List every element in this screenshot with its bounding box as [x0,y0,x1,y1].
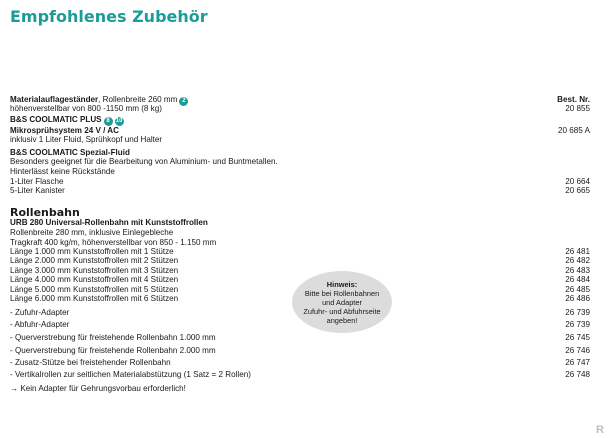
hint-line: Bitte bei Rollenbahnen [304,288,380,298]
corner-logo-mark: R [596,424,604,436]
row-text: - Querverstrebung für freistehende Rollenbahn 2.000 mm [10,346,216,355]
row-text: - Zufuhr-Adapter [10,308,70,317]
order-number: 26 739 [565,320,590,329]
row-text: Länge 5.000 mm Kunststoffrollen mit 5 Stützen [10,285,179,294]
row-spray-contents [10,135,590,145]
row-text: URB 280 Universal-Rollenbahn mit Kunststoffrollen [10,218,208,227]
table-row [10,358,590,368]
order-number: 20 685 A [558,126,590,135]
order-number-header: Best. Nr. [557,95,590,104]
row-urb-width [10,228,590,238]
order-number: 26 739 [565,308,590,317]
section-title-rollenbahn: Rollenbahn [10,206,80,219]
hint-title: Hinweis: [326,279,358,289]
table-row [10,346,590,356]
order-number: 26 482 [565,256,590,265]
row-coolmatic-plus [10,115,590,125]
row-text: - Vertikalrollen zur seitlichen Materialabstützung (1 Satz = 2 Rollen) [10,370,251,379]
row-text: Länge 1.000 mm Kunststoffrollen mit 1 Stütze [10,247,174,256]
order-number: 26 748 [565,370,590,379]
row-text: Rollenbreite 280 mm, inklusive Einlegebleche [10,228,174,237]
row-text: - Zusatz-Stütze bei freistehender Rollenbahn [10,358,171,367]
table-row [10,256,590,266]
row-material-stand-height [10,104,590,114]
row-text: Länge 4.000 mm Kunststoffrollen mit 4 Stützen [10,275,179,284]
hint-line: Zufuhr- und Abfuhrseite [303,306,381,316]
hint-bubble [292,271,392,333]
order-number: 26 483 [565,266,590,275]
row-text: Hinterlässt keine Rückstände [10,167,115,176]
row-urb-title [10,218,590,228]
reference-badge: 8 [104,117,113,126]
row-text: B&S COOLMATIC Spezial-Fluid [10,148,130,157]
row-text: Länge 3.000 mm Kunststoffrollen mit 3 Stützen [10,266,179,275]
row-fluid-5l [10,186,590,196]
row-text: Länge 6.000 mm Kunststoffrollen mit 6 Stützen [10,294,179,303]
row-text: Tragkraft 400 kg/m, höhenverstellbar von 850 - 1.150 mm [10,238,217,247]
row-fluid-residue [10,167,590,177]
order-number: 26 486 [565,294,590,303]
row-text: 5-Liter Kanister [10,186,65,195]
hint-line: und Adapter [322,297,362,307]
material-stand-width: , Rollenbreite 260 mm [98,95,178,104]
coolmatic-plus-name: B&S COOLMATIC PLUS [10,115,102,124]
order-number: 20 664 [565,177,590,186]
row-text: höhenverstellbar von 800 -1150 mm (8 kg) [10,104,162,113]
row-text: → Kein Adapter für Gehrungsvorbau erforderlich! [10,384,186,393]
order-number: 26 747 [565,358,590,367]
row-text: 1-Liter Flasche [10,177,64,186]
order-number: 26 485 [565,285,590,294]
row-fluid-desc [10,157,590,167]
order-number: 26 484 [565,275,590,284]
order-number: 20 665 [565,186,590,195]
row-text: - Querverstrebung für freistehende Rollenbahn 1.000 mm [10,333,216,342]
order-number: 26 746 [565,346,590,355]
table-row [10,370,590,380]
order-number: 26 481 [565,247,590,256]
material-stand-name: Materialauflageständer [10,95,99,104]
reference-badge: 2 [179,97,188,106]
hint-line: angeben! [326,315,358,325]
table-row [10,333,590,343]
page-title: Empfohlenes Zubehör [10,7,208,26]
row-text: Besonders geeignet für die Bearbeitung von Aluminium- und Buntmetallen. [10,157,278,166]
row-text: Mikrosprühsystem 24 V / AC [10,126,120,135]
reference-badge: 10 [115,118,123,124]
row-text: Länge 2.000 mm Kunststoffrollen mit 2 Stützen [10,256,179,265]
order-number: 20 855 [565,104,590,113]
row-text: - Abfuhr-Adapter [10,320,70,329]
note-line [10,384,590,394]
order-number: 26 745 [565,333,590,342]
row-text: inklusiv 1 Liter Fluid, Sprühkopf und Halter [10,135,163,144]
